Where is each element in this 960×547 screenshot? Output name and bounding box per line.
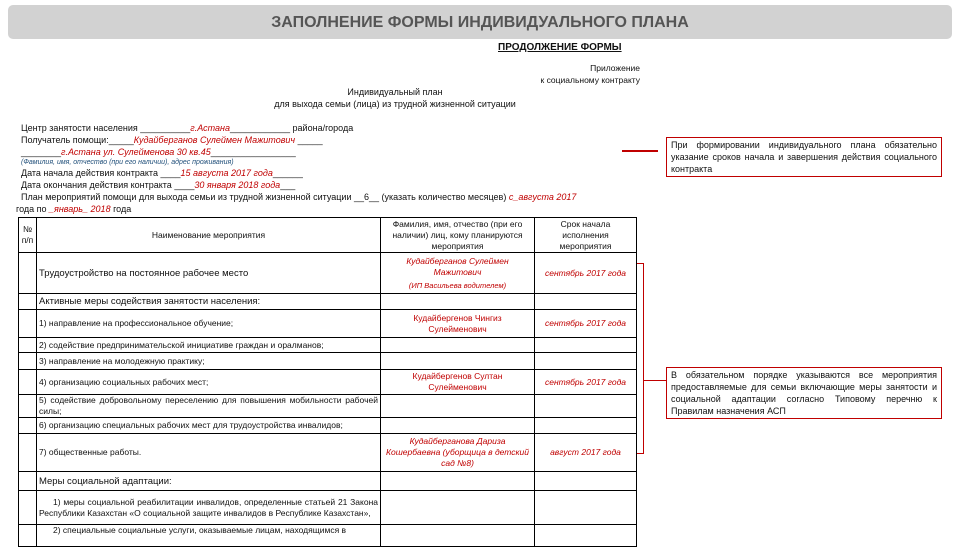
table-row: [19, 525, 637, 547]
header-activity: Наименование мероприятия: [37, 218, 381, 253]
table-header-row: [19, 218, 637, 253]
plan-title: [150, 86, 640, 110]
plan-title-line: для выхода семьи (лица) из трудной жизненной ситуации: [274, 99, 516, 109]
activity-name: 3) направление на молодежную практику;: [37, 353, 381, 370]
bracket-line: [637, 453, 644, 454]
person-cell: Кудайберганова Дариза Кошербаевна (уборщица в детский сад №8): [381, 434, 535, 472]
arrow-line: [622, 150, 658, 152]
table-row: [19, 370, 637, 395]
header-number: № п/п: [19, 218, 37, 253]
table-row: [19, 395, 637, 418]
table-row: [19, 253, 637, 294]
header-person: Фамилия, имя, отчество (при его наличии) лиц, кому планируются мероприятия: [381, 218, 535, 253]
table-row: [19, 472, 637, 491]
table-row: [19, 310, 637, 338]
bracket-line: [643, 263, 644, 453]
activity-name: Трудоустройство на постоянное рабочее место: [37, 253, 381, 294]
slide-title-banner: [8, 5, 952, 39]
slide-title: ЗАПОЛНЕНИЕ ФОРМЫ ИНДИВИДУАЛЬНОГО ПЛАНА: [271, 14, 689, 31]
table-row: [19, 294, 637, 310]
activity-name: Активные меры содействия занятости населения:: [37, 294, 381, 310]
date-cell: сентябрь 2017 года: [535, 370, 637, 395]
activity-name: 2) специальные социальные услуги, оказываемые лицам, находящимся в: [37, 525, 381, 547]
activity-name: 2) содействие предпринимательской инициативе граждан и оралманов;: [37, 338, 381, 353]
recipient-field: Получатель помощи:_____Кудайберганов Сулеймен Мажитович _____: [21, 135, 323, 145]
appendix-line: к социальному контракту: [540, 75, 640, 85]
end-date-field: Дата окончания действия контракта ____30 января 2018 года___: [21, 180, 296, 190]
activities-table: [18, 217, 637, 547]
subtitle: ПРОДОЛЖЕНИЕ ФОРМЫ: [498, 42, 622, 53]
note-activities: В обязательном порядке указываются все мероприятия предоставляемые для семьи включающие меры занятости и социальной адаптации согласно Типовому перечню к Правилам назначения АСП: [666, 367, 942, 419]
person-cell: Кудайберганов Сулеймен Мажитович (ИП Васильева водителем): [381, 253, 535, 294]
activity-name: 1) меры социальной реабилитации инвалидов, определенные статьей 21 Закона Республики Казахстан «О социальной защите инвалидов в Республике Казахстан»,: [37, 491, 381, 525]
date-cell: август 2017 года: [535, 434, 637, 472]
table-row: [19, 418, 637, 434]
start-date-field: Дата начала действия контракта ____15 августа 2017 года______: [21, 168, 303, 178]
person-cell: Кудайбергенов Султан Сулейменович: [381, 370, 535, 395]
address-hint: (Фамилия, имя, отчество (при его наличии), адрес проживания): [21, 159, 234, 166]
address-field: ________г.Астана ул. Сулейменова 30 кв.45_________________: [21, 147, 296, 157]
activity-name: 4) организацию социальных рабочих мест;: [37, 370, 381, 395]
note-contract-dates: При формировании индивидуального плана обязательно указание сроков начала и завершения действия социального контракта: [666, 137, 942, 177]
date-cell: сентябрь 2017 года: [535, 310, 637, 338]
activity-name: Меры социальной адаптации:: [37, 472, 381, 491]
appendix-label: [541, 62, 641, 86]
date-cell: сентябрь 2017 года: [535, 253, 637, 294]
appendix-line: Приложение: [590, 63, 640, 73]
person-cell: Кудайбергенов Чингиз Сулейменович: [381, 310, 535, 338]
plan-period-field: План мероприятий помощи для выхода семьи из трудной жизненной ситуации __6__ (указать количество месяцев) с_августа 2017: [21, 192, 577, 202]
activity-name: 1) направление на профессиональное обучение;: [37, 310, 381, 338]
bracket-line: [637, 263, 644, 264]
header-date: Срок начала исполнения мероприятия: [535, 218, 637, 253]
table-row: [19, 491, 637, 525]
table-row: [19, 338, 637, 353]
table-row: [19, 353, 637, 370]
arrow-line: [644, 380, 666, 381]
activity-name: 7) общественные работы.: [37, 434, 381, 472]
activity-name: 6) организацию специальных рабочих мест для трудоустройства инвалидов;: [37, 418, 381, 434]
plan-period-field-line2: года по _январь_ 2018 года: [16, 204, 132, 214]
center-field: Центр занятости населения __________г.Астана____________ района/города: [21, 123, 354, 133]
activity-name: 5) содействие добровольному переселению для повышения мобильности рабочей силы;: [37, 395, 381, 418]
plan-title-line: Индивидуальный план: [347, 87, 443, 97]
table-row: [19, 434, 637, 472]
